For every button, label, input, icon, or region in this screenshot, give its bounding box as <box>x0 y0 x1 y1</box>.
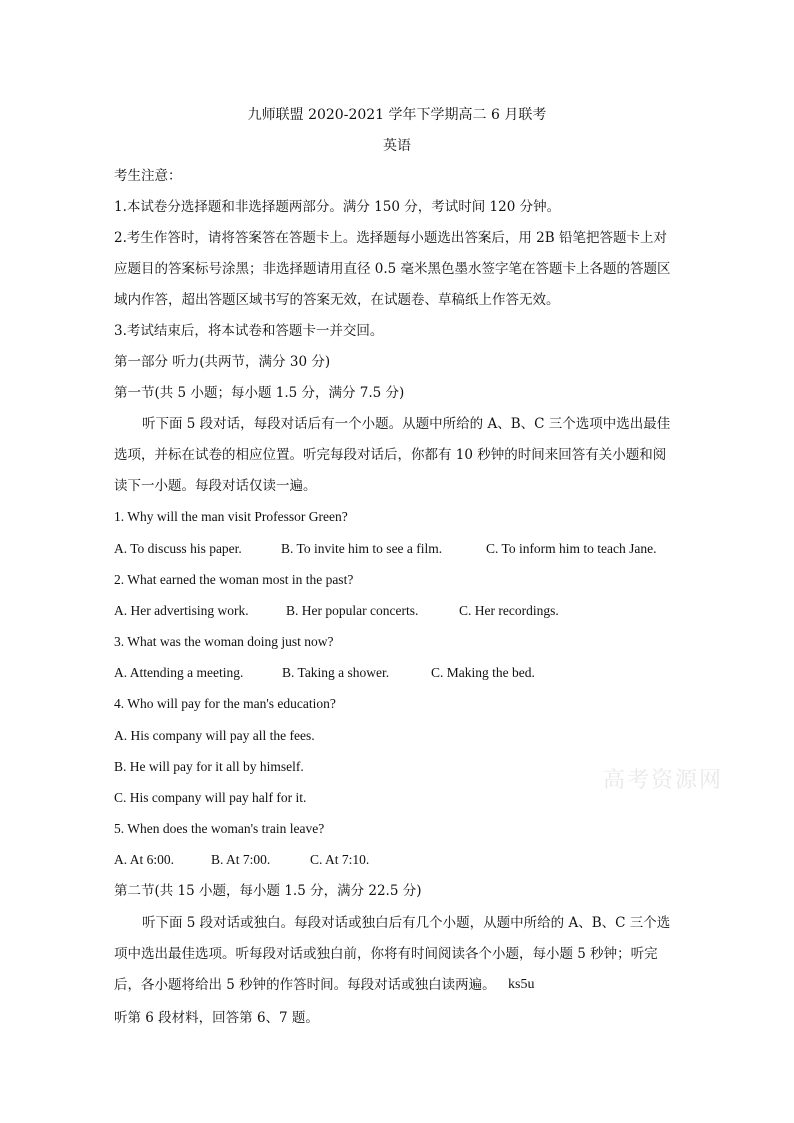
question-3-stem: 3. What was the woman doing just now? <box>114 634 334 649</box>
notice-item-1: 1.本试卷分选择题和非选择题两部分。满分 150 分，考试时间 120 分钟。 <box>114 199 561 215</box>
question-5-stem: 5. When does the woman's train leave? <box>114 821 325 836</box>
watermark: 高考资源网 <box>603 768 724 793</box>
notice-item-2-line-1: 2.考生作答时，请将答案答在答题卡上。选择题每小题选出答案后，用 2B 铅笔把答题卡上对 <box>114 230 667 246</box>
notice-item-3: 3.考试结束后，将本试卷和答题卡一并交回。 <box>114 323 384 339</box>
question-5-option-b[interactable]: B. At 7:00. <box>211 852 271 867</box>
question-4-option-c[interactable]: C. His company will pay half for it. <box>114 790 307 805</box>
section1-instruction-line-1: 听下面 5 段对话，每段对话后有一个小题。从题中所给的 A、B、C 三个选项中选出最佳 <box>142 416 671 432</box>
question-4-option-b[interactable]: B. He will pay for it all by himself. <box>114 759 304 774</box>
question-2-option-b[interactable]: B. Her popular concerts. <box>286 603 419 618</box>
material-6-instruction: 听第 6 段材料，回答第 6、7 题。 <box>114 1010 319 1026</box>
question-5-option-a[interactable]: A. At 6:00. <box>114 852 175 867</box>
question-2-option-c[interactable]: C. Her recordings. <box>459 603 559 618</box>
question-3-option-b[interactable]: B. Taking a shower. <box>282 665 390 680</box>
question-1-stem: 1. Why will the man visit Professor Green? <box>114 509 348 524</box>
section2-instruction-line-3: 后，各小题将给出 5 秒钟的作答时间。每段对话或独白读两遍。 <box>114 977 496 993</box>
subject-title: 英语 <box>383 138 411 154</box>
notice-heading: 考生注意： <box>114 168 182 184</box>
question-1-option-c[interactable]: C. To inform him to teach Jane. <box>486 541 657 556</box>
question-4-stem: 4. Who will pay for the man's education? <box>114 696 336 711</box>
part1-heading: 第一部分 听力(共两节，满分 30 分) <box>114 354 331 370</box>
section1-instruction-line-3: 读下一小题。每段对话仅读一遍。 <box>114 478 317 494</box>
question-1-option-b[interactable]: B. To invite him to see a film. <box>281 541 443 556</box>
question-3-option-c[interactable]: C. Making the bed. <box>431 665 535 680</box>
section2-instruction-line-1: 听下面 5 段对话或独白。每段对话或独白后有几个小题，从题中所给的 A、B、C 三个选 <box>142 915 671 931</box>
notice-item-2-line-2: 应题目的答案标号涂黑；非选择题请用直径 0.5 毫米黑色墨水签字笔在答题卡上各题的答题区 <box>114 261 671 277</box>
notice-item-2-line-3: 域内作答，超出答题区域书写的答案无效，在试题卷、草稿纸上作答无效。 <box>114 292 560 308</box>
question-2-option-a[interactable]: A. Her advertising work. <box>114 603 249 618</box>
ks5u-mark: ks5u <box>508 977 535 992</box>
question-2-stem: 2. What earned the woman most in the past? <box>114 572 354 587</box>
exam-title: 九师联盟 2020-2021 学年下学期高二 6 月联考 <box>247 107 547 123</box>
section1-instruction-line-2: 选项，并标在试卷的相应位置。听完每段对话后，你都有 10 秒钟的时间来回答有关小题和阅 <box>114 447 667 463</box>
section1-heading: 第一节(共 5 小题；每小题 1.5 分，满分 7.5 分) <box>114 385 405 401</box>
question-4-option-a[interactable]: A. His company will pay all the fees. <box>114 728 315 743</box>
section2-heading: 第二节(共 15 小题，每小题 1.5 分，满分 22.5 分) <box>114 883 422 899</box>
section2-instruction-line-2: 项中选出最佳选项。听每段对话或独白前，你将有时间阅读各个小题，每小题 5 秒钟；听完 <box>114 946 658 962</box>
question-5-option-c[interactable]: C. At 7:10. <box>310 852 370 867</box>
question-1-option-a[interactable]: A. To discuss his paper. <box>114 541 242 556</box>
question-3-option-a[interactable]: A. Attending a meeting. <box>114 665 244 680</box>
